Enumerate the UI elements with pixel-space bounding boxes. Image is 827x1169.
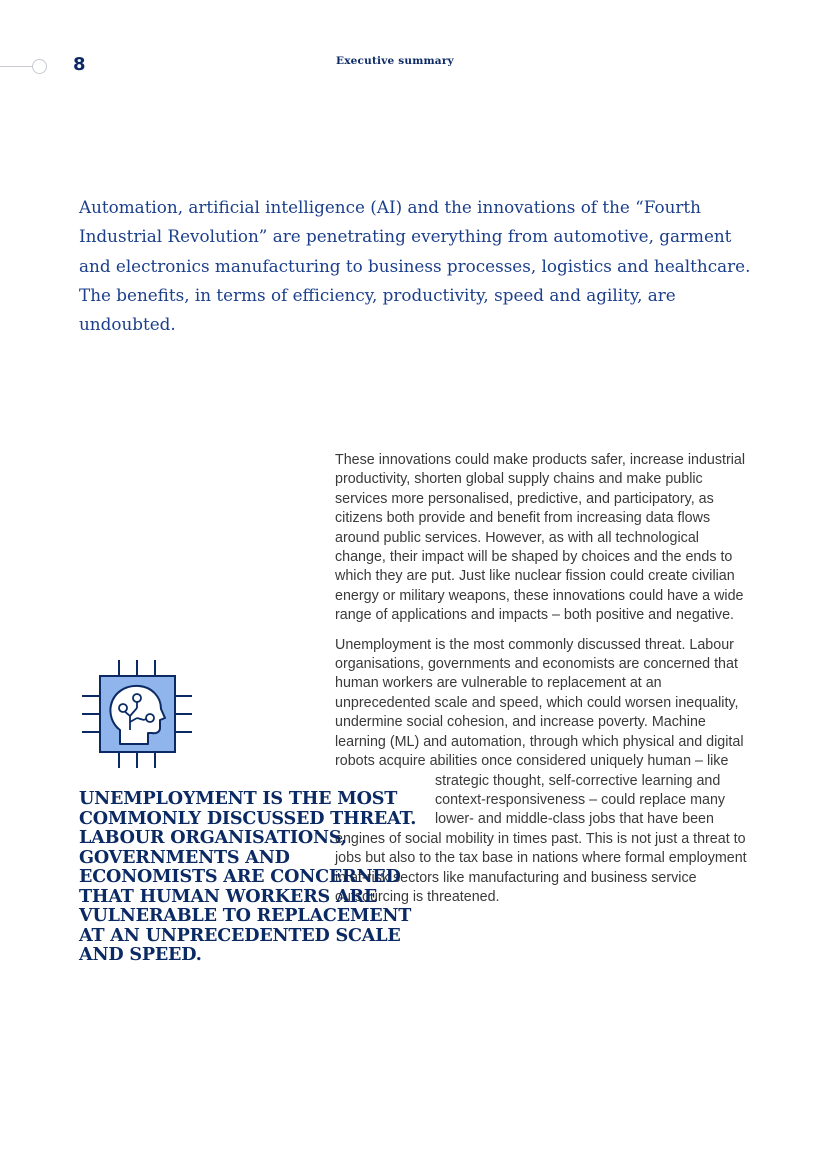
page-marker-circle: [32, 59, 47, 74]
pull-quote: UNEMPLOYMENT IS THE MOST COMMONLY DISCUSSED THREAT. LABOUR ORGANISATIONS, GOVERNMENTS AND ECONOMISTS ARE CONCERNED THAT HUMAN WORKERS ARE VULNERABLE TO REPLACEMENT AT AN UNPRECEDENTED SCALE AND SPEED.: [79, 788, 417, 965]
body-paragraph-1: These innovations could make products safer, increase industrial productivity, shorten global supply chains and make public services more personalised, predictive, and participatory, as citizens both provide and benefit from increasing data flows around public services. However, as with all technological change, their impact will be shaped by choices and the ends to which they are put. Just like nuclear fission could create civilian energy or military weapons, these innovations could have a wide range of applications and impacts – both positive and negative.: [335, 452, 746, 624]
body-paragraph-2-text: Unemployment is the most commonly discussed threat. Labour organisations, governments and economists are concerned that human workers are vulnerable to replacement at an unprecedented scale and speed, which could worsen inequality, undermine social cohesion, and increase poverty. Machine learning (ML) and automation, through which physical and digital robots acquire abilities once considered uniquely human – like strategic thought, self-corrective learning and context-responsiveness – could replace many lower- and middle-class jobs that have been engines of social mobility in times past. This is not just a threat to jobs but also to the tax base in nations where formal employment in at-risk sectors like manufacturing and business service outsourcing is threatened.: [335, 636, 747, 905]
page-marker-line: [0, 66, 34, 67]
page-number: 8: [73, 54, 86, 75]
running-head: Executive summary: [336, 55, 454, 67]
intro-paragraph: Automation, artificial intelligence (AI) and the innovations of the “Fourth Industrial Revolution” are penetrating everything from automotive, garment and electronics manufacturing to business processes, logistics and healthcare. The benefits, in terms of efficiency, productivity, speed and agility, are undoubted.: [79, 197, 751, 335]
ai-head-chip-icon: [80, 658, 194, 770]
